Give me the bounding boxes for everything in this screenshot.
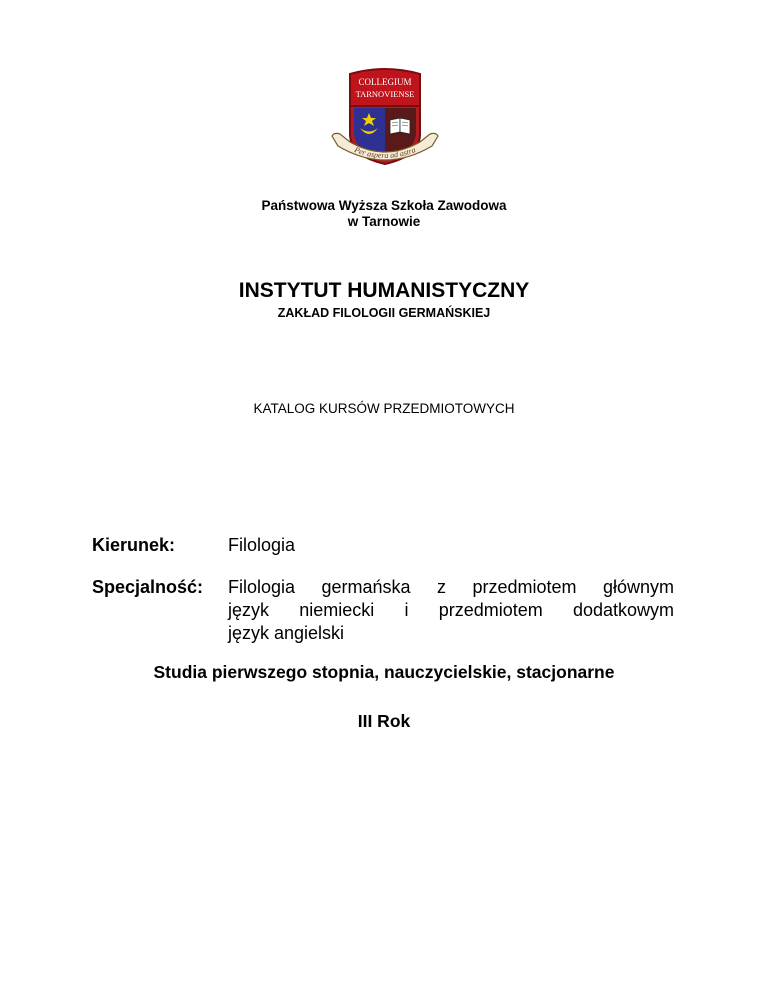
collegium-tarnoviense-logo <box>328 66 442 176</box>
school-name-line1: Państwowa Wyższa Szkoła Zawodowa <box>261 198 507 213</box>
logo-banner-line2: TARNOVIENSE <box>355 89 415 99</box>
specialty-value-line2: język niemiecki i przedmiotem dodatkowym <box>228 600 674 620</box>
school-name-line2: w Tarnowie <box>347 214 421 229</box>
specialty-label: Specjalność: <box>92 577 204 597</box>
logo-banner-line1: COLLEGIUM <box>358 77 412 87</box>
department-title: ZAKŁAD FILOLOGII GERMAŃSKIEJ <box>277 306 491 320</box>
school-name <box>0 198 768 230</box>
direction-label: Kierunek: <box>92 535 176 555</box>
institute-title: INSTYTUT HUMANISTYCZNY <box>238 279 530 302</box>
study-year: III Rok <box>357 711 411 731</box>
logo-motto: Per aspera ad astra <box>353 145 417 161</box>
studies-type: Studia pierwszego stopnia, nauczycielskie, stacjonarne <box>153 662 615 682</box>
direction-value: Filologia <box>228 535 296 555</box>
catalog-title: KATALOG KURSÓW PRZEDMIOTOWYCH <box>253 401 515 416</box>
open-book-icon <box>390 118 410 134</box>
specialty-value-line3: język angielski <box>228 623 345 643</box>
specialty-value-line1: Filologia germańska z przedmiotem głównym <box>228 577 674 597</box>
